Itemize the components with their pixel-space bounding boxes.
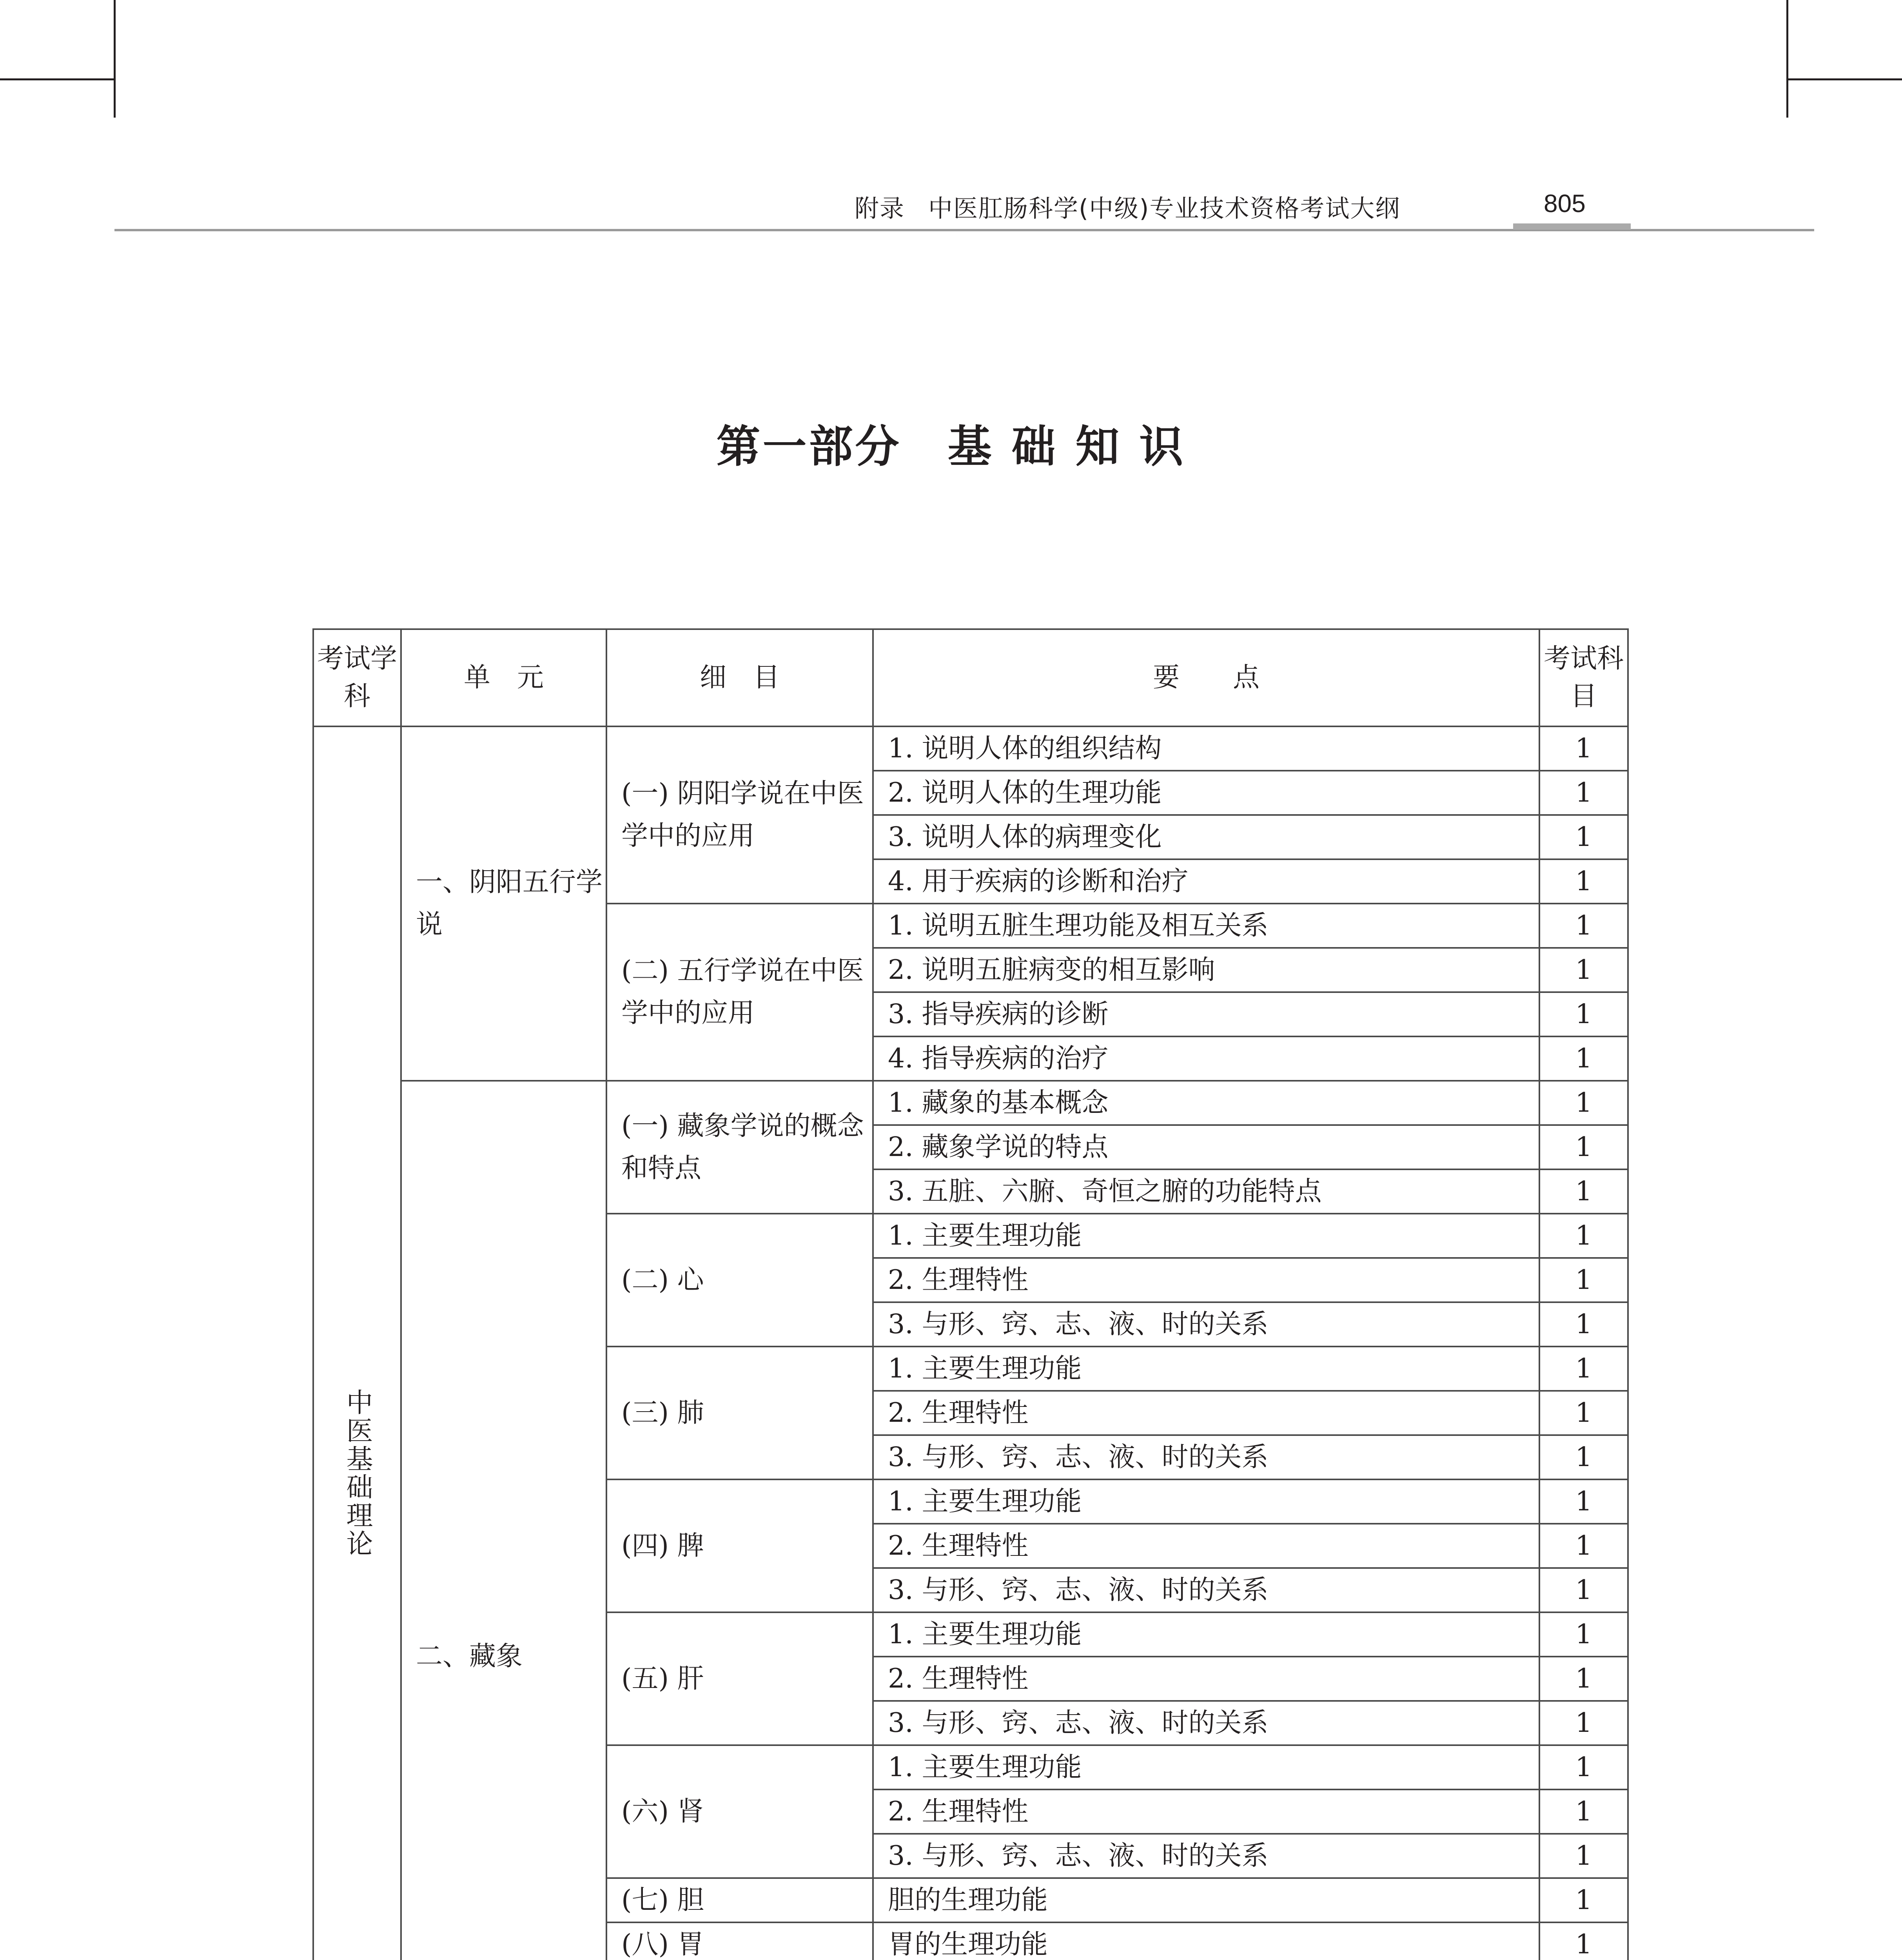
crop-mark [114,0,116,118]
point-cell: 2. 生理特性 [873,1524,1539,1568]
subject-cell [313,726,401,1960]
score-cell: 1 [1539,726,1628,771]
score-cell: 1 [1539,771,1628,815]
table-row [313,1081,1628,1125]
point-cell: 3. 与形、窍、志、液、时的关系 [873,1435,1539,1479]
score-cell: 1 [1539,1258,1628,1302]
item-cell: (四) 脾 [606,1479,873,1612]
point-cell: 1. 说明五脏生理功能及相互关系 [873,904,1539,948]
point-cell: 胃的生理功能 [873,1922,1539,1960]
point-cell: 4. 指导疾病的治疗 [873,1036,1539,1081]
col-header-item: 细 目 [606,629,873,726]
running-header [855,189,1400,224]
item-cell: (七) 胆 [606,1878,873,1922]
score-cell: 1 [1539,948,1628,992]
crop-mark [0,78,116,80]
table-row [313,726,1628,771]
point-cell: 2. 生理特性 [873,1391,1539,1435]
page-number: 805 [1544,189,1586,218]
score-cell: 1 [1539,1214,1628,1258]
col-header-unit: 单 元 [401,629,606,726]
score-cell: 1 [1539,992,1628,1036]
item-cell: (五) 肝 [606,1612,873,1745]
item-cell: (三) 肺 [606,1347,873,1479]
score-cell: 1 [1539,1391,1628,1435]
score-cell: 1 [1539,1524,1628,1568]
col-header-subject: 考试学科 [313,629,401,726]
score-cell: 1 [1539,1834,1628,1878]
point-cell: 2. 生理特性 [873,1258,1539,1302]
point-cell: 1. 主要生理功能 [873,1347,1539,1391]
unit-cell: 一、阴阳五行学说 [401,726,606,1081]
point-cell: 2. 生理特性 [873,1657,1539,1701]
subject-label: 中医基础理论 [342,1388,373,1558]
header-appendix: 附录 [855,194,905,223]
col-header-point: 要 点 [873,629,1539,726]
section-title: 第一部分 基 础 知 识 [716,421,1186,472]
score-cell: 1 [1539,1922,1628,1960]
point-cell: 4. 用于疾病的诊断和治疗 [873,859,1539,904]
point-cell: 2. 藏象学说的特点 [873,1125,1539,1169]
point-cell: 3. 与形、窍、志、液、时的关系 [873,1701,1539,1745]
point-cell: 3. 五脏、六腑、奇恒之腑的功能特点 [873,1169,1539,1214]
point-cell: 3. 说明人体的病理变化 [873,815,1539,859]
score-cell: 1 [1539,1568,1628,1612]
score-cell: 1 [1539,1081,1628,1125]
item-cell: (一) 阴阳学说在中医学中的应用 [606,726,873,904]
crop-mark [1786,0,1788,118]
score-cell: 1 [1539,1878,1628,1922]
point-cell: 3. 与形、窍、志、液、时的关系 [873,1302,1539,1347]
point-cell: 1. 主要生理功能 [873,1479,1539,1524]
item-cell: (八) 胃 [606,1922,873,1960]
point-cell: 1. 主要生理功能 [873,1214,1539,1258]
score-cell: 1 [1539,1036,1628,1081]
score-cell: 1 [1539,1745,1628,1789]
point-cell: 1. 主要生理功能 [873,1612,1539,1657]
point-cell: 3. 指导疾病的诊断 [873,992,1539,1036]
score-cell: 1 [1539,1479,1628,1524]
unit-cell: 二、藏象 [401,1081,606,1960]
score-cell: 1 [1539,1347,1628,1391]
point-cell: 1. 主要生理功能 [873,1745,1539,1789]
score-cell: 1 [1539,1701,1628,1745]
score-cell: 1 [1539,1169,1628,1214]
score-cell: 1 [1539,1657,1628,1701]
point-cell: 2. 说明人体的生理功能 [873,771,1539,815]
col-header-score: 考试科目 [1539,629,1628,726]
item-cell: (二) 心 [606,1214,873,1347]
score-cell: 1 [1539,1612,1628,1657]
crop-mark [1786,78,1902,80]
score-cell: 1 [1539,1789,1628,1834]
point-cell: 3. 与形、窍、志、液、时的关系 [873,1568,1539,1612]
table-header-row [313,629,1628,726]
syllabus-table [312,628,1629,1960]
score-cell: 1 [1539,904,1628,948]
point-cell: 2. 生理特性 [873,1789,1539,1834]
score-cell: 1 [1539,859,1628,904]
score-cell: 1 [1539,1435,1628,1479]
item-cell: (二) 五行学说在中医学中的应用 [606,904,873,1081]
point-cell: 1. 说明人体的组织结构 [873,726,1539,771]
score-cell: 1 [1539,1302,1628,1347]
score-cell: 1 [1539,1125,1628,1169]
point-cell: 胆的生理功能 [873,1878,1539,1922]
point-cell: 2. 说明五脏病变的相互影响 [873,948,1539,992]
point-cell: 3. 与形、窍、志、液、时的关系 [873,1834,1539,1878]
item-cell: (六) 肾 [606,1745,873,1878]
point-cell: 1. 藏象的基本概念 [873,1081,1539,1125]
score-cell: 1 [1539,815,1628,859]
item-cell: (一) 藏象学说的概念和特点 [606,1081,873,1214]
header-book-title: 中医肛肠科学(中级)专业技术资格考试大纲 [928,194,1401,223]
header-rule-accent [1513,223,1631,230]
